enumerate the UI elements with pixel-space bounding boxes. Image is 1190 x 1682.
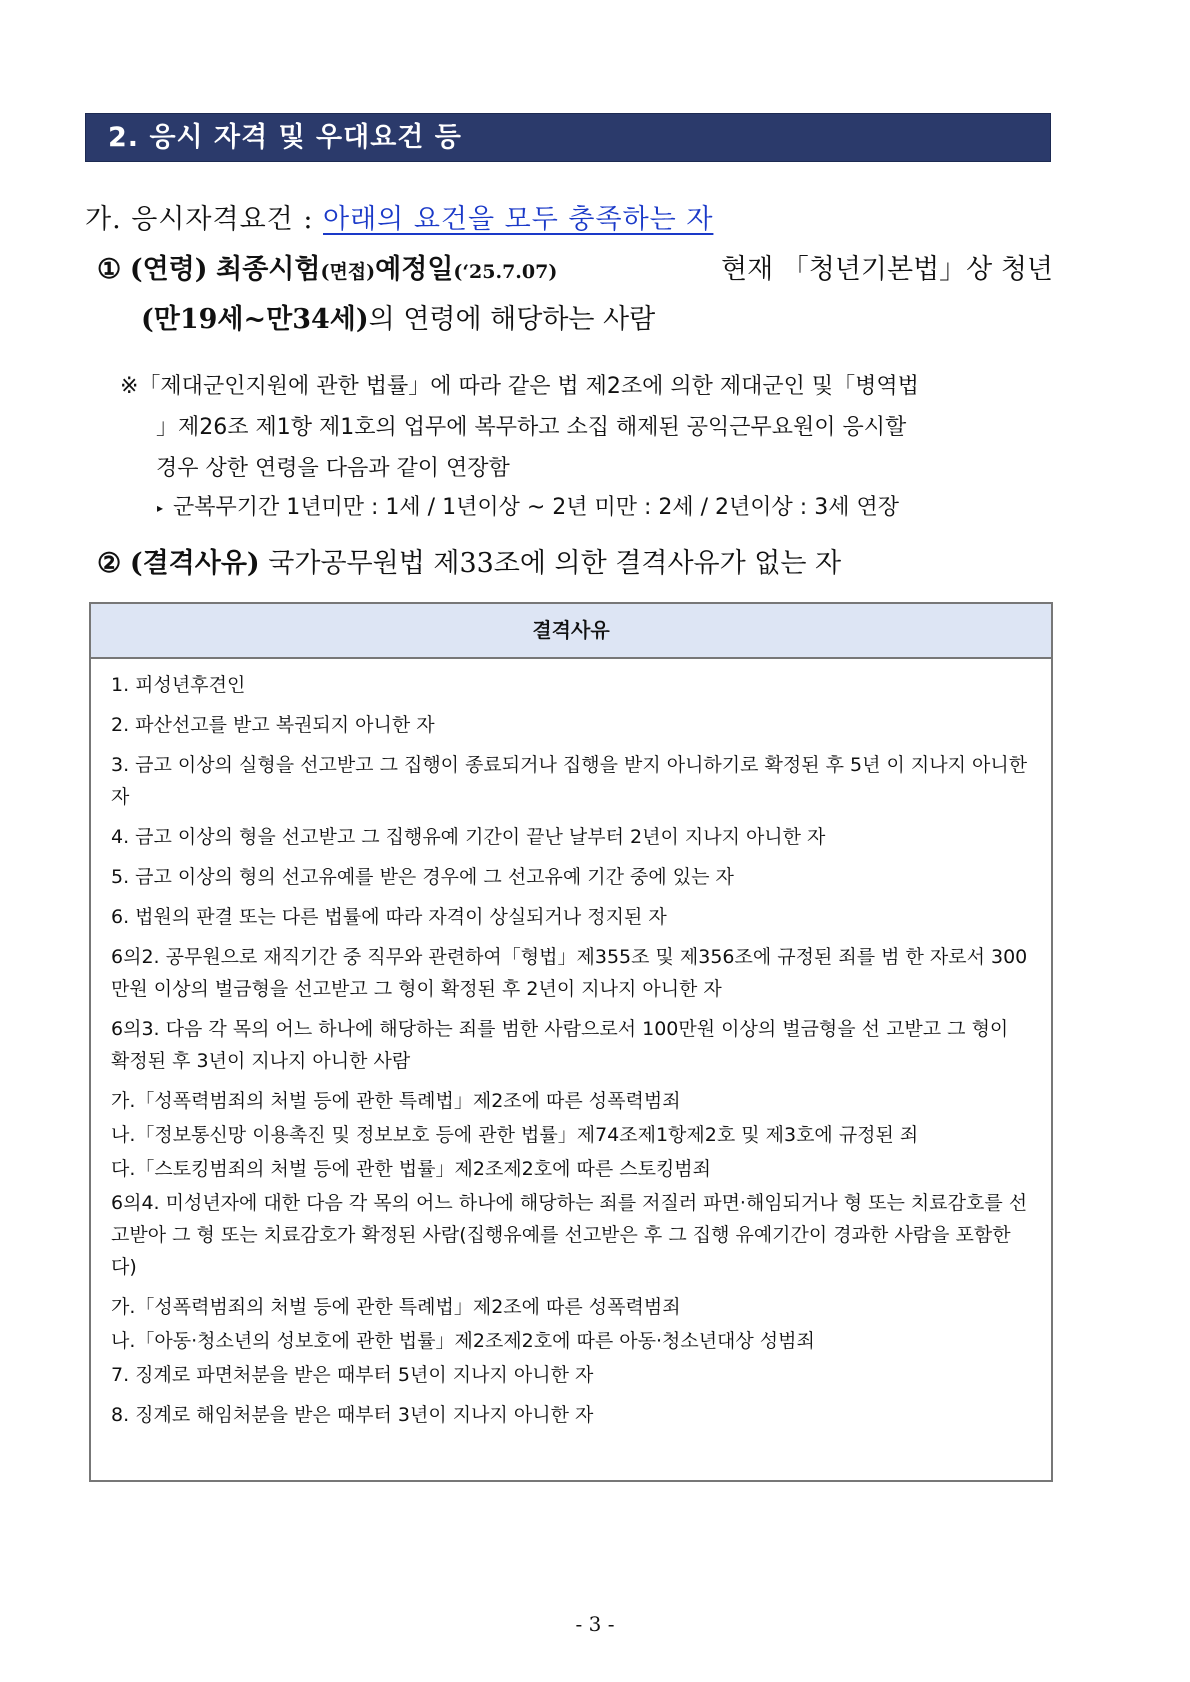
table-row: 5. 금고 이상의 형의 선고유예를 받은 경우에 그 선고유예 기간 중에 있는 자	[111, 866, 734, 888]
table-row: 4. 금고 이상의 형을 선고받고 그 집행유예 기간이 끝난 날부터 2년이 지나지 아니한 자	[111, 826, 826, 848]
section-title-bar: 2. 응시 자격 및 우대요건 등	[85, 113, 1051, 162]
item-text-small: (면접)	[320, 261, 376, 283]
heading-emphasis: 아래의 요건을 모두 충족하는 자	[323, 204, 714, 235]
note-line-3: 경우 상한 연령을 다음과 같이 연장함	[156, 456, 510, 481]
note-line-2: 」제26조 제1항 제1호의 업무에 복무하고 소집 해제된 공익근무요원이 응시할	[156, 415, 907, 440]
table-row: 1. 피성년후견인	[111, 674, 246, 696]
table-body	[91, 659, 1051, 1431]
table-row: 나.「아동·청소년의 성보호에 관한 법률」제2조제2호에 따른 아동·청소년대상 성범죄	[111, 1330, 815, 1352]
table-row: 8. 징계로 해임처분을 받은 때부터 3년이 지나지 아니한 자	[111, 1404, 594, 1426]
table-row: 6의3. 다음 각 목의 어느 하나에 해당하는 죄를 범한 사람으로서 100만원 이상의 벌금형을 선 고받고 그 형이 확정된 후 3년이 지나지 아니한 사람	[111, 1018, 1009, 1072]
extension-bullet-text: 군복무기간 1년미만 : 1세 / 1년이상 ~ 2년 미만 : 2세 / 2년이상 : 3세 연장	[173, 495, 899, 520]
table-row: 7. 징계로 파면처분을 받은 때부터 5년이 지나지 아니한 자	[111, 1364, 594, 1386]
requirement-disqualification	[97, 540, 1053, 588]
table-row: 가.「성폭력범죄의 처벌 등에 관한 특례법」제2조에 따른 성폭력범죄	[111, 1296, 681, 1318]
item-tag: (결격사유)	[129, 548, 260, 579]
extension-bullet	[157, 490, 899, 521]
item-number: ②	[97, 548, 122, 579]
age-range: (만19세~만34세)	[141, 304, 369, 335]
table-row: 6. 법원의 판결 또는 다른 법률에 따라 자격이 상실되거나 정지된 자	[111, 906, 667, 928]
table-row: 6의4. 미성년자에 대한 다음 각 목의 어느 하나에 해당하는 죄를 저질러 파면·해임되거나 형 또는 치료감호를 선고받아 그 형 또는 치료감호가 확정된 사람(집행유예를 선고받은 후 그 집행 유예기간이 경과한 사람을 포함한다)	[111, 1192, 1028, 1278]
age-range-rest: 의 연령에 해당하는 사람	[368, 304, 656, 335]
requirement-age-line2	[97, 296, 1053, 344]
item-date: (‘25.7.07)	[453, 261, 558, 283]
item-tag: (연령)	[129, 254, 208, 285]
table-row: 나.「정보통신망 이용촉진 및 정보보호 등에 관한 법률」제74조제1항제2호 및 제3호에 규정된 죄	[111, 1124, 919, 1146]
age-extension-note	[120, 366, 1055, 489]
item-text-a: 최종시험	[216, 254, 321, 285]
requirement-age-line1	[97, 246, 1053, 296]
requirement-age	[97, 246, 1053, 344]
disqualification-table	[89, 602, 1053, 1482]
page-number: - 3 -	[575, 1612, 615, 1636]
heading-eligibility	[85, 197, 713, 236]
triangle-bullet-icon: ▸	[157, 501, 164, 515]
item-text: 국가공무원법 제33조에 의한 결격사유가 없는 자	[268, 548, 842, 579]
note-line-1: ※「제대군인지원에 관한 법률」에 따라 같은 법 제2조에 의한 제대군인 및「병역법	[120, 374, 919, 399]
table-header: 결격사유	[91, 604, 1051, 659]
item-number: ①	[97, 254, 122, 285]
table-row: 다.「스토킹범죄의 처벌 등에 관한 법률」제2조제2호에 따른 스토킹범죄	[111, 1158, 712, 1180]
table-row: 가.「성폭력범죄의 처벌 등에 관한 특례법」제2조에 따른 성폭력범죄	[111, 1090, 681, 1112]
item-text-b: 예정일	[375, 254, 454, 285]
item-text-c: 현재 「청년기본법」상 청년	[721, 254, 1053, 285]
table-row: 6의2. 공무원으로 재직기간 중 직무와 관련하여「형법」제355조 및 제356조에 규정된 죄를 범 한 자로서 300만원 이상의 벌금형을 선고받고 그 형이 확정된 후 2년이 지나지 아니한 자	[111, 946, 1028, 1000]
heading-label: 가. 응시자격요건 :	[85, 204, 324, 235]
table-row: 2. 파산선고를 받고 복권되지 아니한 자	[111, 714, 435, 736]
table-row: 3. 금고 이상의 실형을 선고받고 그 집행이 종료되거나 집행을 받지 아니하기로 확정된 후 5년 이 지나지 아니한 자	[111, 754, 1028, 808]
